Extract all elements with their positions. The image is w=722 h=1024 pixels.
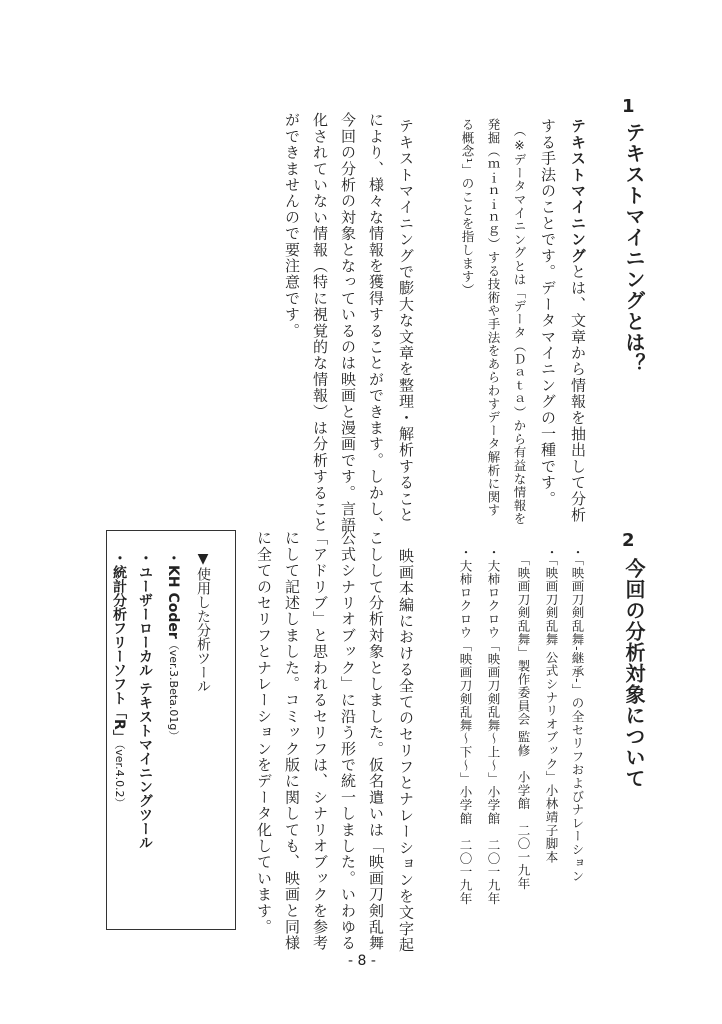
tools-heading: ▼使用した分析ツール: [195, 551, 211, 693]
tool-name: 統計分析フリーソフト「R」: [111, 565, 127, 744]
tool-item-kh-coder: [163, 551, 183, 741]
tool-bullet: ・: [137, 551, 153, 565]
section-2-p-line-2: こしして分析対象としました。仮名遣いは「映画刀剣乱舞: [367, 530, 385, 952]
section-2-number: 2: [622, 530, 635, 551]
source-item-1: ・「映画刀剣乱舞‐継承‐」の全セリフおよびナレーション: [570, 546, 585, 883]
tool-name: KH Coder: [165, 565, 181, 639]
section-1-p1-line1-rest: とは、文章から情報を抽出して分析: [569, 263, 587, 524]
tool-name: ユーザーローカル テキストマイニングツール: [137, 565, 153, 850]
section-1-p2-line-1: テキストマイニングで膨大な文章を整理・解析すること: [397, 118, 415, 523]
section-1-p2-line-3: 今回の分析の対象となっているのは映画と漫画です。言語: [339, 112, 357, 534]
section-1-note-line-3: る概念¹」のことを指します）: [460, 118, 475, 297]
section-1-paragraph-1-line-2: する手法のことです。データマイニングの一種です。: [539, 118, 557, 507]
page-number: - 8 -: [348, 953, 376, 969]
section-1-p2-line-4: 化されていない情報（特に視覚的な情報）は分析すること: [311, 112, 329, 534]
section-1-p2-line-5: ができませんので要注意です。: [283, 112, 301, 339]
section-1-note-line-1: （※データマイニングとは「データ（Ｄａｔａ）から有益な情報を: [512, 124, 527, 526]
tool-item-userlocal: [135, 551, 155, 850]
section-1-p2-line-2: により、様々な情報を獲得することができます。しかし、: [367, 112, 385, 534]
tool-item-r: [109, 551, 129, 809]
section-1-number: 1: [622, 96, 635, 117]
section-2-title: 今回の分析対象について: [622, 558, 646, 789]
section-1-note-line-2: 発掘（ｍｉｎｉｎｇ）する技術や手法をあらわすデータ解析に関す: [486, 118, 501, 517]
source-item-3: ・大柿ロクロウ「映画刀剣乱舞～上～」小学館 二〇一九年: [486, 546, 501, 906]
section-2-p-line-3: 公式シナリオブック」に沿う形で統一しました。いわゆる: [339, 530, 357, 952]
term-text-mining: テキストマイニング: [569, 118, 587, 264]
section-2-p-line-4: 「アドリブ」と思われるセリフは、シナリオブックを参考: [311, 530, 329, 952]
section-2-p-line-1: 映画本編における全てのセリフとナレーションを文字起: [397, 548, 415, 953]
section-1-paragraph-1-line-1: [570, 118, 585, 523]
section-1-title: テキストマイニングとは？: [622, 122, 646, 374]
tool-version: （ver.4.0.2）: [113, 743, 126, 809]
source-item-2: ・「映画刀剣乱舞 公式シナリオブック」小林靖子脚本: [544, 546, 559, 864]
tool-bullet: ・: [165, 551, 181, 565]
source-item-4: ・大柿ロクロウ「映画刀剣乱舞～下～」小学館 二〇一九年: [458, 546, 473, 906]
section-2-p-line-6: に全てのセリフとナレーションをデータ化しています。: [255, 530, 273, 935]
analysis-tools-box: [106, 530, 236, 930]
tool-bullet: ・: [111, 551, 127, 565]
source-item-2-continued: 「映画刀剣乱舞」製作委員会 監修 小学館 二〇一九年: [516, 546, 531, 891]
section-2-p-line-5: にして記述しました。コミック版に関しても、映画と同様: [283, 530, 301, 952]
tool-version: （ver.3.Beta.01g）: [167, 638, 180, 742]
